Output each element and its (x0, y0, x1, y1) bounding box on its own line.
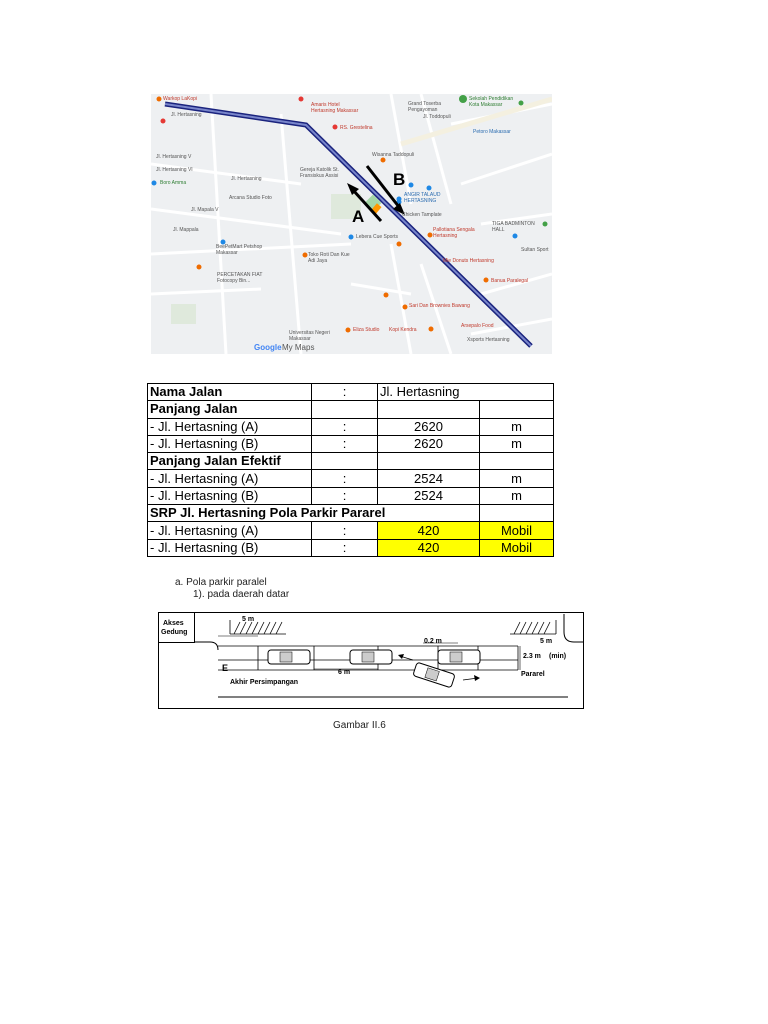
cell-label: - Jl. Hertasning (B) (148, 487, 312, 504)
figure-subheading: 1). pada daerah datar (193, 589, 290, 600)
cell-value: 2620 (378, 435, 480, 452)
dim-2-3m: 2.3 m (523, 653, 541, 660)
map-label-arsepalo: Arsepalo Food (461, 323, 494, 329)
map-label-jl-hertasning: Jl. Hertasning (171, 112, 202, 118)
figure-caption: Gambar II.6 (333, 720, 386, 731)
letter-e: E (222, 663, 229, 673)
map-label-mapala: Jl. Mapala V (191, 207, 219, 213)
cell-label: - Jl. Hertasning (B) (148, 435, 312, 452)
cell-unit: m (480, 487, 554, 504)
map-label-wisanna: Wisanna Taddopuli (372, 152, 415, 158)
cell-label: Panjang Jalan (148, 401, 312, 418)
dim-min: (min) (549, 653, 567, 660)
my-maps-label: My Maps (282, 343, 315, 352)
map-label-eliza: Eliza Studio (353, 327, 380, 333)
map-label-jl-hertasning-vi: Jl. Hertasning VI (156, 167, 193, 173)
map-label-jl-hertasning-2: Jl. Hertasning (231, 176, 262, 182)
cell-label: - Jl. Hertasning (B) (148, 539, 312, 556)
cell-value-highlight: 420 (378, 539, 480, 556)
cell-unit-highlight: Mobil (480, 522, 554, 539)
cell-sep: : (312, 435, 378, 452)
cell-value-highlight: 420 (378, 522, 480, 539)
map-label-rs: RS. Grestelina (340, 125, 373, 131)
dim-6m: 6 m (338, 669, 351, 676)
table-row (148, 418, 554, 435)
cell-value: 2524 (378, 470, 480, 487)
map-label-universitas: Universitas Negeri Makassar (289, 330, 330, 342)
cell-sep (312, 453, 378, 470)
dim-5m-left: 5 m (242, 616, 255, 623)
map-label-chicken: Chicken Tamplate (402, 212, 442, 218)
cell-unit: m (480, 435, 554, 452)
map-label-mie: Mie Donuts Hertasning (443, 258, 494, 264)
map-label-sultan: Sultan Sport (521, 247, 549, 253)
map-label-tiga: TIGA BADMINTON HALL (492, 221, 535, 233)
cell-unit: m (480, 418, 554, 435)
label-a: A (352, 207, 365, 226)
map-label-pallotiana: Pallotiana Sengala Hertasning (433, 227, 475, 239)
map-label-mappala: Jl. Mappala (173, 227, 199, 233)
map-label-percetakan: PERCETAKAN FIAT Fotocopy Bin... (217, 272, 263, 284)
cell-value: Jl. Hertasning (378, 384, 554, 401)
cell-sep: : (312, 418, 378, 435)
map-label-lebera: Lebera Cue Sports (356, 234, 398, 240)
cell-unit (480, 401, 554, 418)
cell-label: - Jl. Hertasning (A) (148, 470, 312, 487)
map-label-petoro: Petoro Makassar (473, 129, 511, 135)
route-map (151, 94, 552, 354)
cell-label: Panjang Jalan Efektif (148, 453, 312, 470)
table-row (148, 522, 554, 539)
cell-value: 2620 (378, 418, 480, 435)
map-label-beepet: BeePetMart Petshop Makassar (216, 244, 263, 256)
akses-label: Akses (163, 620, 184, 627)
cell-sep: : (312, 384, 378, 401)
map-label-arcana: Arcana Studio Foto (229, 195, 272, 201)
map-label-sari: Sari Dan Brownies Bawang (409, 303, 470, 309)
google-logo: Google (254, 343, 282, 352)
cell-value: 2524 (378, 487, 480, 504)
cell-label: Nama Jalan (148, 384, 312, 401)
table-row (148, 384, 554, 401)
parked-car-2 (350, 650, 392, 664)
cell-sep: : (312, 470, 378, 487)
cell-sep (312, 401, 378, 418)
table-row (148, 505, 554, 522)
cell-sep: : (312, 522, 378, 539)
cell-value (378, 453, 480, 470)
cell-label: SRP Jl. Hertasning Pola Parkir Pararel (148, 505, 480, 522)
pararel-label: Pararel (521, 671, 545, 678)
label-b: B (393, 170, 406, 189)
cell-unit (480, 505, 554, 522)
cell-value (378, 401, 480, 418)
cell-label: - Jl. Hertasning (A) (148, 418, 312, 435)
map-label-amaris: Amaris Hotel Hertasning Makassar (311, 102, 359, 114)
akhir-persimpangan: Akhir Persimpangan (230, 679, 299, 686)
map-label-xsports: Xsports Hertasning (467, 337, 510, 343)
map-label-banua: Banua Paralegal (491, 278, 528, 284)
table-row (148, 453, 554, 470)
figure-heading: a. Pola parkir paralel (175, 577, 267, 588)
map-label-jl-hertasning-v: Jl. Hertasning V (156, 154, 192, 160)
map-label-boro: Boro Amma (160, 180, 187, 186)
parked-car-3 (438, 650, 480, 664)
parallel-parking-diagram (158, 612, 584, 709)
map-label-angir: ANGIR TALAUD HERTASNING (404, 192, 441, 204)
table-row (148, 401, 554, 418)
dim-5m-right: 5 m (540, 638, 553, 645)
parked-car-1 (268, 650, 310, 664)
map-label-kopi: Kopi Kendra (389, 327, 417, 333)
map-label-gereja: Gereja Katolik St. Fransiskus Assisi (300, 167, 339, 179)
dim-0-2m: 0.2 m (424, 638, 442, 645)
map-label-jl-toddopuli: Jl. Toddopuli (423, 114, 451, 120)
map-label-warkop: Warkop LaKopi (163, 96, 197, 102)
table-row (148, 539, 554, 556)
gedung-label: Gedung (161, 629, 188, 636)
cell-sep: : (312, 539, 378, 556)
table-row (148, 435, 554, 452)
map-label-toko: Toko Roti Dan Kue Adi Jaya (308, 252, 350, 264)
table-row (148, 470, 554, 487)
cell-label: - Jl. Hertasning (A) (148, 522, 312, 539)
cell-unit: m (480, 470, 554, 487)
map-label-sekolah: Sekolah Pendidikan Kota Makassar (469, 96, 514, 108)
cell-unit-highlight: Mobil (480, 539, 554, 556)
cell-sep: : (312, 487, 378, 504)
cell-unit (480, 453, 554, 470)
table-row (148, 487, 554, 504)
road-data-table (147, 383, 554, 557)
map-label-grand-toserba: Grand Toserba Pengayoman (408, 101, 441, 113)
